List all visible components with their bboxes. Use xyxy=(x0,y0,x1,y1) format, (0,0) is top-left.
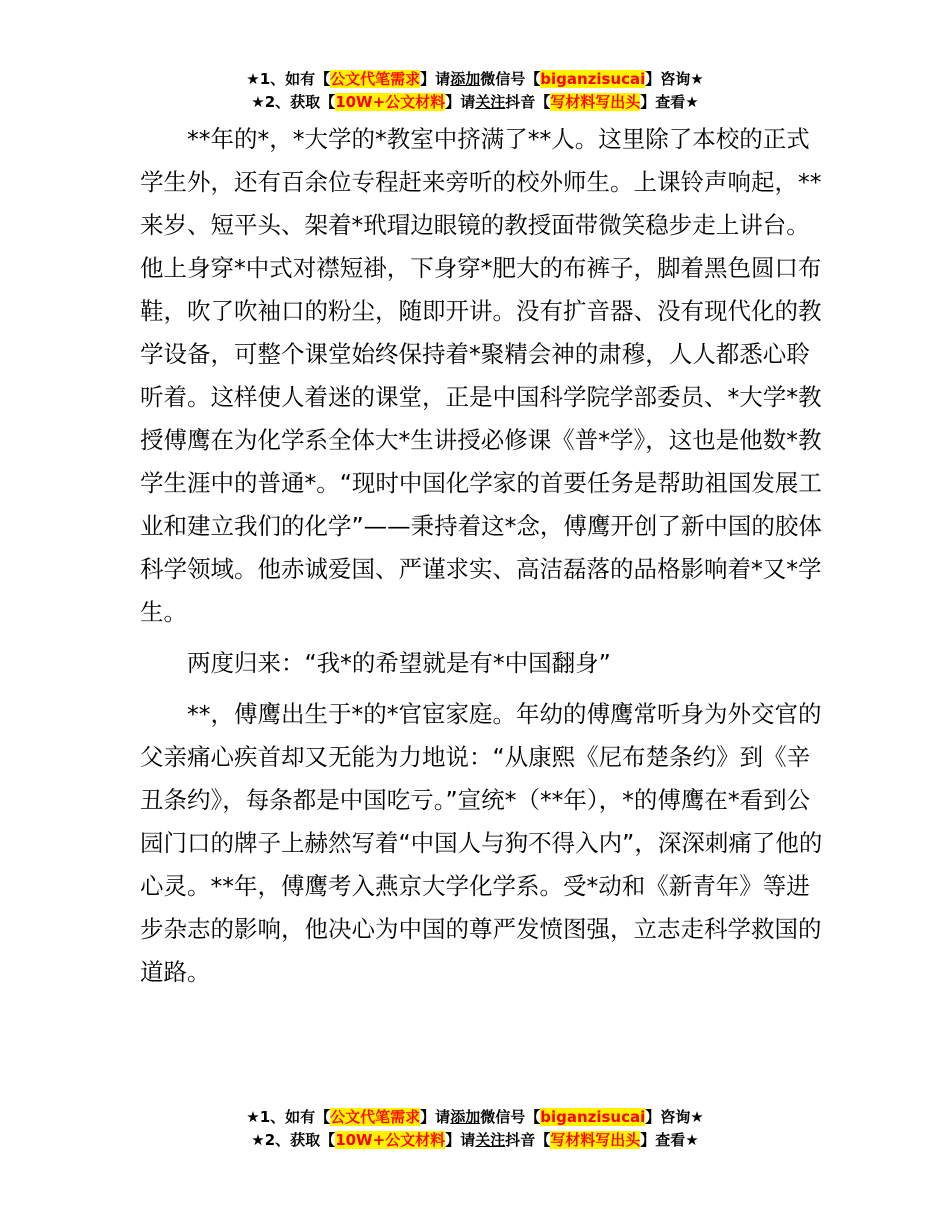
banner-text: 】查看★ xyxy=(640,1131,699,1149)
banner-underlined-text: 关注 xyxy=(475,93,506,111)
banner-highlight: 10W+公文材料 xyxy=(335,93,446,111)
banner-highlight: biganzisucai xyxy=(540,1108,646,1126)
banner-line-1 xyxy=(0,68,950,91)
banner-line-2 xyxy=(0,91,950,114)
banner-text: ★1、如有【 xyxy=(246,70,331,88)
banner-text: 】请 xyxy=(420,1108,451,1126)
paragraph-early-life: **，傅鹰出生于*的*官宦家庭。年幼的傅鹰常听身为外交官的父亲痛心疾首却又无能为力地说：“从康熙《尼布楚条约》到《辛丑条约》，每条都是中国吃亏。”宣统*（**年），*的傅鹰在*看到公园门口的牌子上赫然写着“中国人与狗不得入内”，深深刺痛了他的心灵。**年，傅鹰考入燕京大学化学系。受*动和《新青年》等进步杂志的影响，他决心为中国的尊严发愤图强，立志走科学救国的道路。 xyxy=(140,700,823,986)
banner-highlight: 公文代笔需求 xyxy=(330,1108,421,1126)
banner-text: 】请 xyxy=(445,93,476,111)
banner-text: 抖音【 xyxy=(505,1131,551,1149)
banner-underlined-text: 添加 xyxy=(450,1108,481,1126)
banner-underlined-text: 关注 xyxy=(475,1131,506,1149)
banner-text: ★1、如有【 xyxy=(246,1108,331,1126)
banner-line-2 xyxy=(0,1129,950,1152)
banner-text: 抖音【 xyxy=(505,93,551,111)
header-banner xyxy=(0,68,950,114)
banner-text: ★2、获取【 xyxy=(251,1131,336,1149)
banner-text: 】查看★ xyxy=(640,93,699,111)
banner-text: 微信号【 xyxy=(480,70,541,88)
paragraph-intro: **年的*，*大学的*教室中挤满了**人。这里除了本校的正式学生外，还有百余位专程赶来旁听的校外师生。上课铃声响起，**来岁、短平头、架着*玳瑁边眼镜的教授面带微笑稳步走上讲台。他上身穿*中式对襟短褂，下身穿*肥大的布裤子，脚着黑色圆口布鞋，吹了吹袖口的粉尘，随即开讲。没有扩音器、没有现代化的教学设备，可整个课堂始终保持着*聚精会神的肃穆，人人都悉心聆听着。这样使人着迷的课堂，正是中国科学院学部委员、*大学*教授傅鹰在为化学系全体大*生讲授必修课《普*学》，这也是他数*教学生涯中的普通*。“现时中国化学家的首要任务是帮助祖国发展工业和建立我们的化学”——秉持着这*念，傅鹰开创了新中国的胶体科学领域。他赤诚爱国、严谨求实、高洁磊落的品格影响着*又*学生。 xyxy=(140,125,822,626)
banner-text: ★2、获取【 xyxy=(251,93,336,111)
banner-text: 】咨询★ xyxy=(645,70,704,88)
footer-banner xyxy=(0,1106,950,1152)
banner-text: 】咨询★ xyxy=(645,1108,704,1126)
banner-highlight: 公文代笔需求 xyxy=(330,70,421,88)
banner-text: 】请 xyxy=(420,70,451,88)
banner-text: 微信号【 xyxy=(480,1108,541,1126)
banner-line-1 xyxy=(0,1106,950,1129)
banner-highlight: biganzisucai xyxy=(540,70,646,88)
banner-highlight: 写材料写出头 xyxy=(550,93,641,111)
banner-highlight: 写材料写出头 xyxy=(550,1131,641,1149)
section-heading: 两度归来：“我*的希望就是有*中国翻身” xyxy=(187,649,611,677)
banner-highlight: 10W+公文材料 xyxy=(335,1131,446,1149)
banner-underlined-text: 添加 xyxy=(450,70,481,88)
article-body xyxy=(140,118,830,994)
banner-text: 】请 xyxy=(445,1131,476,1149)
